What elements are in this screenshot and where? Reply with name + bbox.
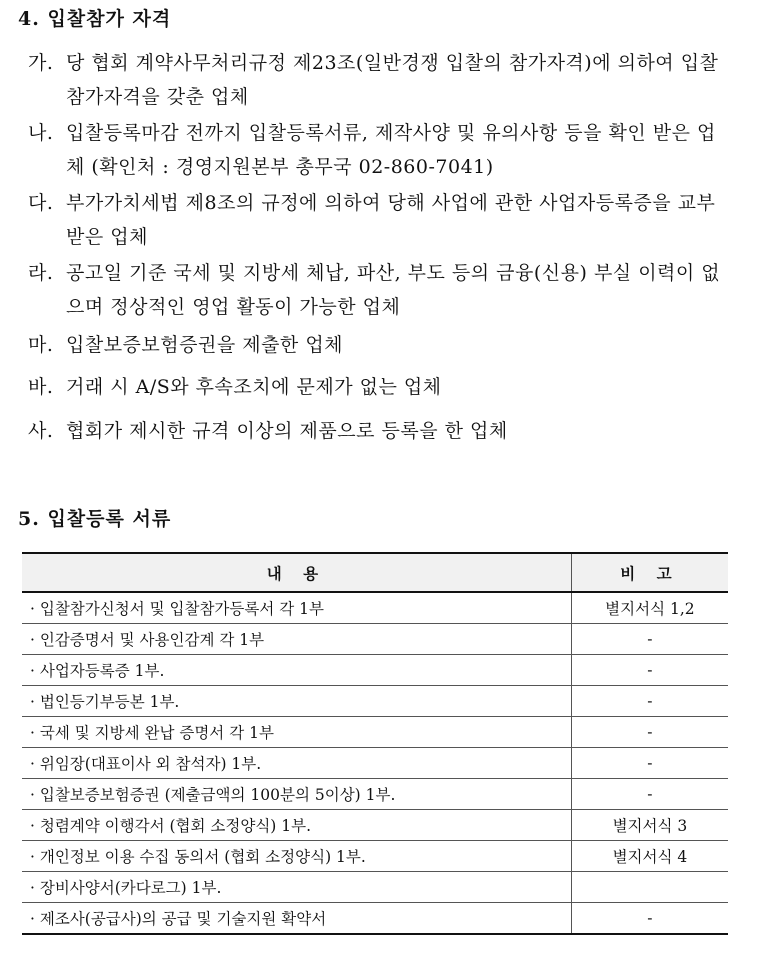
- row-note: 별지서식 4: [571, 841, 728, 872]
- item-marker: 사.: [28, 420, 54, 442]
- row-content: · 사업자등록증 1부.: [22, 655, 571, 686]
- row-content: · 입찰참가신청서 및 입찰참가등록서 각 1부: [22, 592, 571, 624]
- row-note: -: [571, 748, 728, 779]
- table-row: [22, 779, 728, 810]
- qualification-item: [28, 46, 728, 114]
- row-content: · 위임장(대표이사 외 참석자) 1부.: [22, 748, 571, 779]
- qualification-item: [28, 256, 728, 324]
- table-row: [22, 624, 728, 655]
- table-row: [22, 686, 728, 717]
- section-5-heading: 5. 입찰등록 서류: [18, 508, 172, 530]
- item-text: 당 협회 계약사무처리규정 제23조(일반경쟁 입찰의 참가자격)에 의하여 입찰참가자격을 갖춘 업체: [66, 52, 719, 108]
- row-content: · 청렴계약 이행각서 (협회 소정양식) 1부.: [22, 810, 571, 841]
- item-marker: 다.: [28, 192, 54, 214]
- item-marker: 나.: [28, 122, 54, 144]
- item-marker: 마.: [28, 334, 54, 356]
- row-content: · 국세 및 지방세 완납 증명서 각 1부: [22, 717, 571, 748]
- row-note: -: [571, 717, 728, 748]
- item-marker: 가.: [28, 52, 54, 74]
- row-content: · 장비사양서(카다로그) 1부.: [22, 872, 571, 903]
- header-note: 비 고: [571, 553, 728, 592]
- table-row: [22, 592, 728, 624]
- row-note: -: [571, 624, 728, 655]
- table-row: [22, 655, 728, 686]
- table-row: [22, 903, 728, 935]
- row-note: [571, 872, 728, 903]
- table-header-row: [22, 553, 728, 592]
- table-row: [22, 872, 728, 903]
- row-note: 별지서식 3: [571, 810, 728, 841]
- qualification-item: [28, 186, 728, 254]
- row-content: · 법인등기부등본 1부.: [22, 686, 571, 717]
- documents-table: [22, 552, 728, 935]
- row-note: -: [571, 779, 728, 810]
- row-note: 별지서식 1,2: [571, 592, 728, 624]
- row-note: -: [571, 903, 728, 935]
- row-content: · 입찰보증보험증권 (제출금액의 100분의 5이상) 1부.: [22, 779, 571, 810]
- table-row: [22, 841, 728, 872]
- item-text: 협회가 제시한 규격 이상의 제품으로 등록을 한 업체: [66, 420, 508, 442]
- qualification-item: [28, 328, 728, 362]
- item-text: 부가가치세법 제8조의 규정에 의하여 당해 사업에 관한 사업자등록증을 교부받은 업체: [66, 192, 716, 248]
- row-content: · 인감증명서 및 사용인감계 각 1부: [22, 624, 571, 655]
- item-text: 거래 시 A/S와 후속조치에 문제가 없는 업체: [66, 376, 442, 398]
- qualification-item: [28, 414, 728, 448]
- row-content: · 개인정보 이용 수집 동의서 (협회 소정양식) 1부.: [22, 841, 571, 872]
- item-text: 입찰보증보험증권을 제출한 업체: [66, 334, 344, 356]
- item-marker: 라.: [28, 262, 54, 284]
- section-4-heading: 4. 입찰참가 자격: [18, 8, 172, 30]
- table-row: [22, 748, 728, 779]
- row-note: -: [571, 655, 728, 686]
- item-marker: 바.: [28, 376, 54, 398]
- table-row: [22, 810, 728, 841]
- row-note: -: [571, 686, 728, 717]
- header-content: 내 용: [22, 553, 571, 592]
- item-text: 입찰등록마감 전까지 입찰등록서류, 제작사양 및 유의사항 등을 확인 받은 업체 (확인처 : 경영지원본부 총무국 02-860-7041): [66, 122, 716, 178]
- table-row: [22, 717, 728, 748]
- item-text: 공고일 기준 국세 및 지방세 체납, 파산, 부도 등의 금융(신용) 부실 이력이 없으며 정상적인 영업 활동이 가능한 업체: [66, 262, 721, 318]
- qualification-item: [28, 116, 728, 184]
- row-content: · 제조사(공급사)의 공급 및 기술지원 확약서: [22, 903, 571, 935]
- qualification-item: [28, 370, 728, 404]
